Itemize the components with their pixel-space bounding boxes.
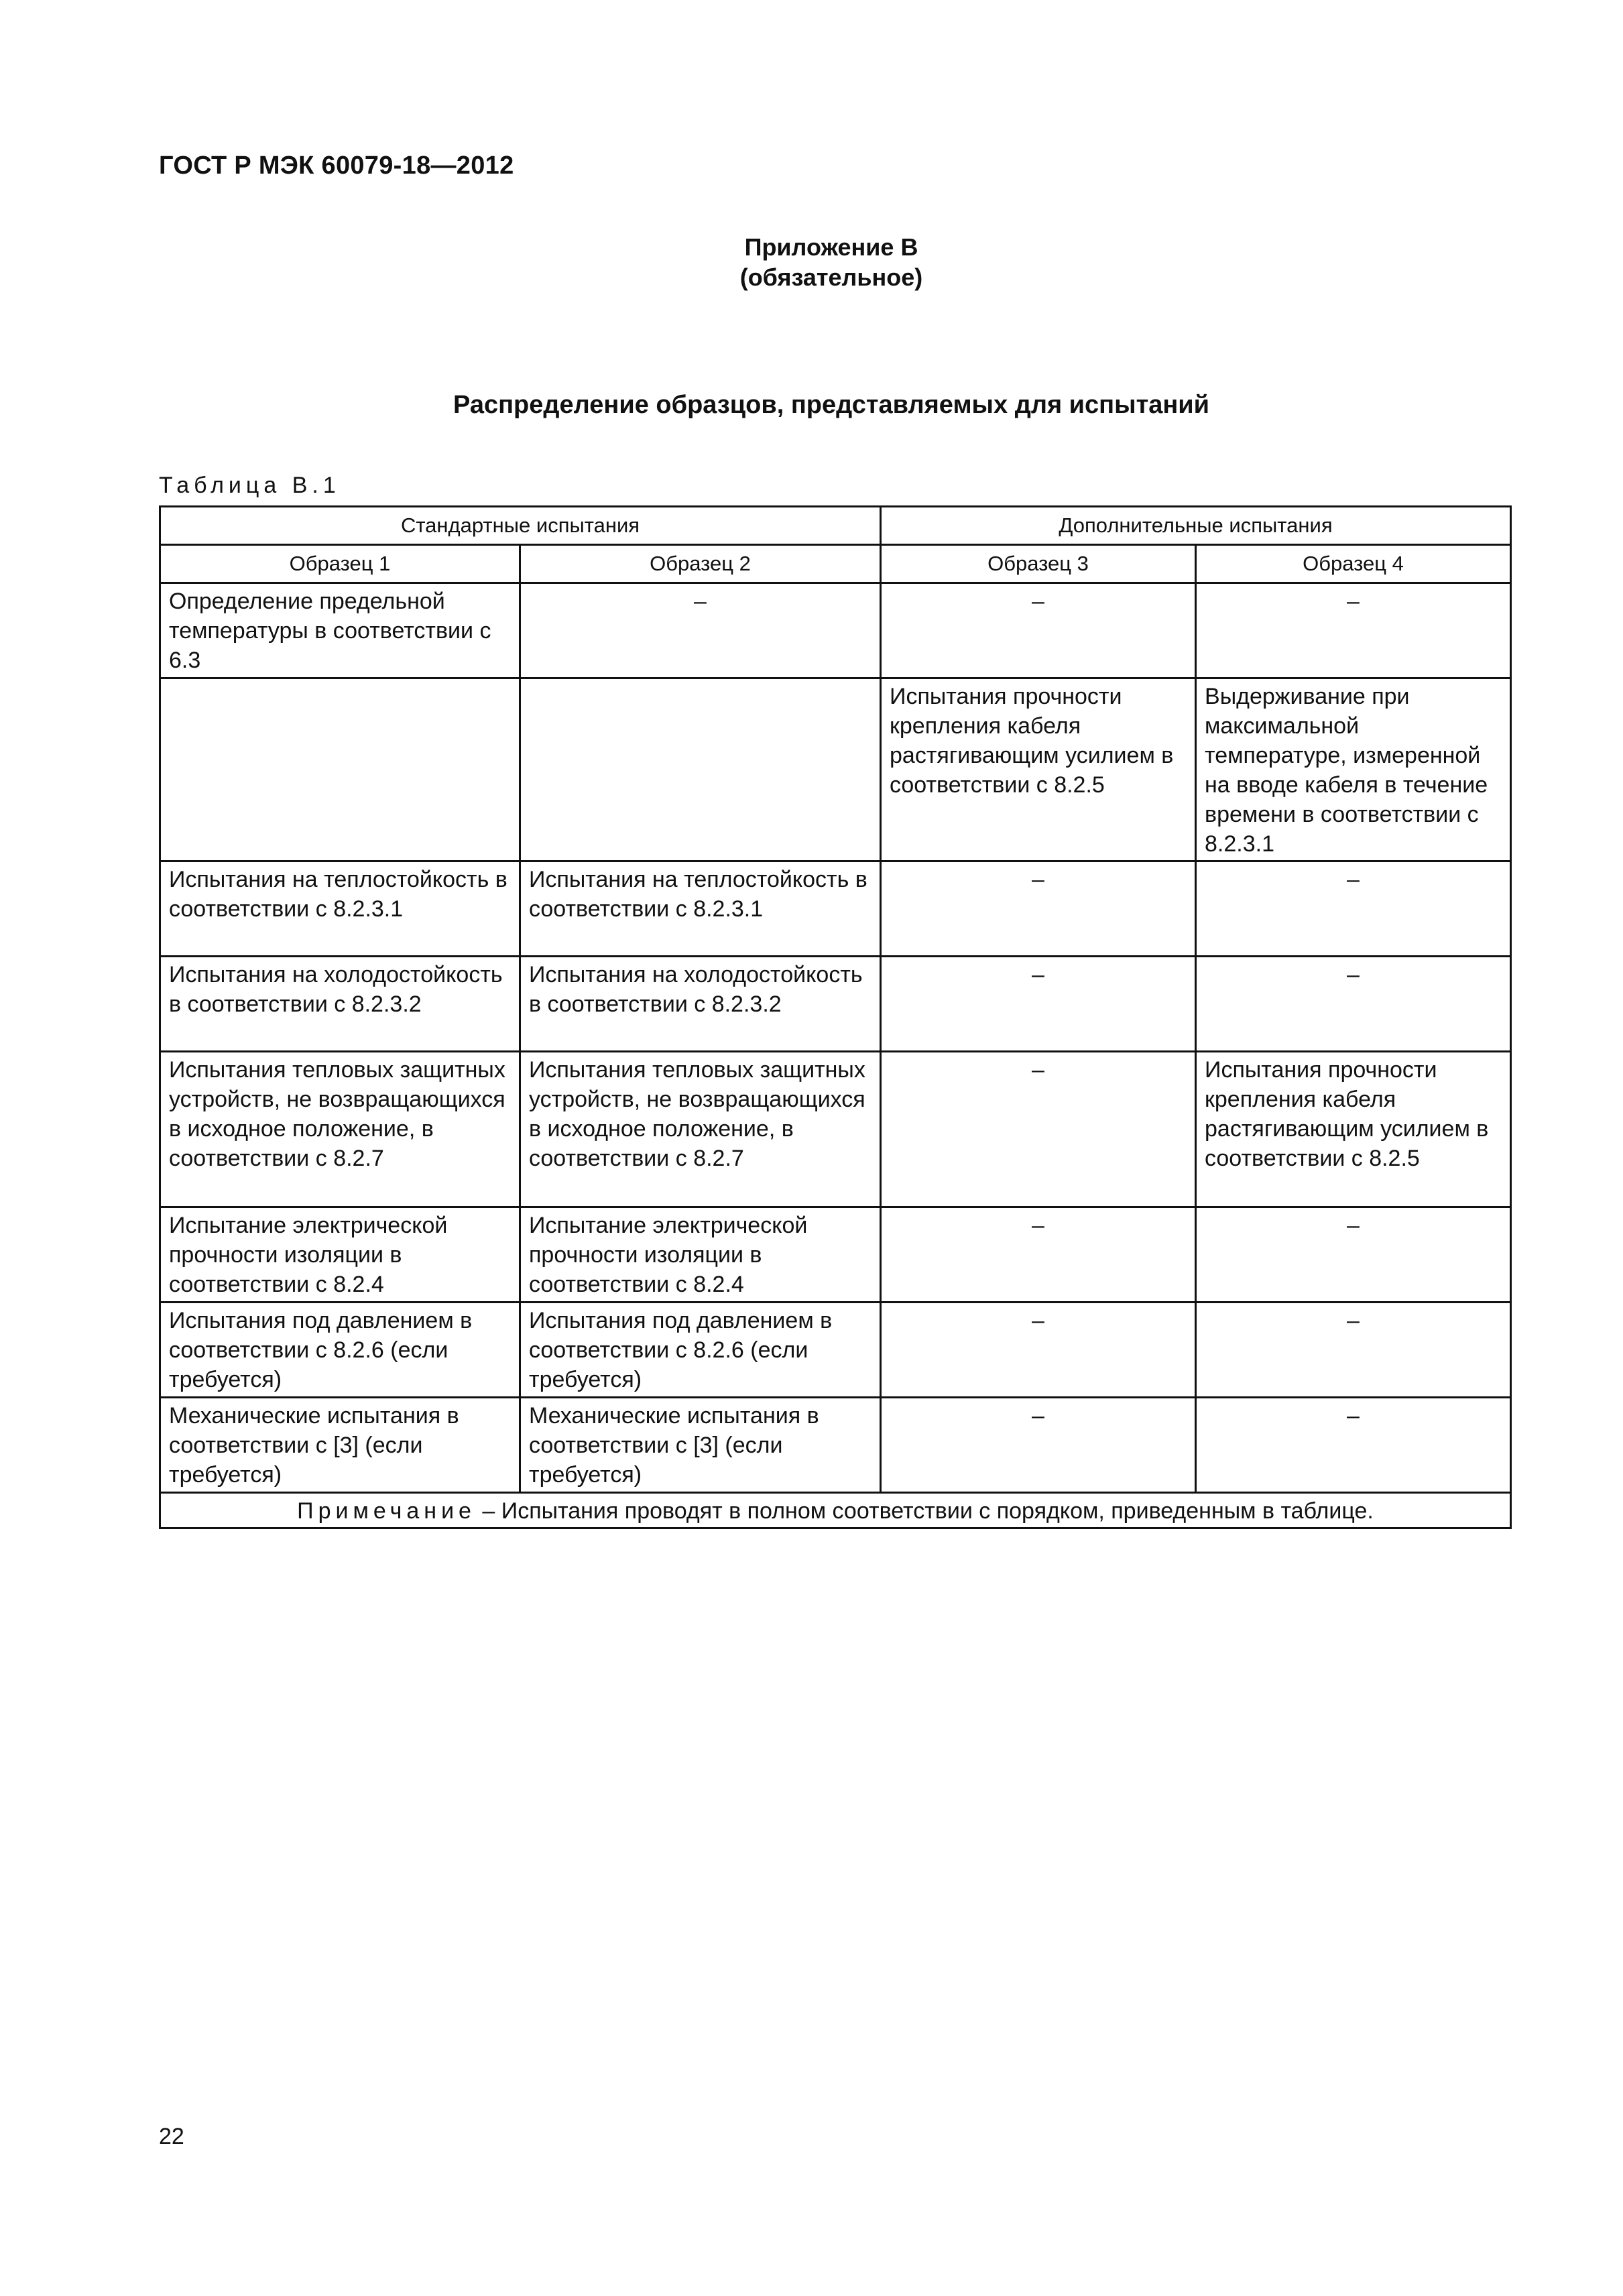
column-header-sample-3: Образец 3 bbox=[881, 545, 1196, 583]
table-cell: – bbox=[881, 1398, 1196, 1493]
group-header-row bbox=[160, 507, 1511, 545]
table-cell: Механические испытания в соответствии с [3] (если требуется) bbox=[520, 1398, 881, 1493]
annex-title: Приложение В bbox=[744, 233, 918, 261]
table-cell: – bbox=[1196, 957, 1511, 1052]
table-cell: Испытания прочности крепления кабеля растягивающим усилием в соответствии с 8.2.5 bbox=[1196, 1052, 1511, 1207]
table-cell: – bbox=[881, 861, 1196, 957]
table-cell: – bbox=[881, 957, 1196, 1052]
note-row bbox=[160, 1493, 1511, 1528]
document-code: ГОСТ Р МЭК 60079-18—2012 bbox=[159, 152, 514, 180]
table-cell bbox=[160, 678, 520, 861]
table-cell: – bbox=[1196, 1303, 1511, 1398]
table-cell: – bbox=[881, 1303, 1196, 1398]
note-label: Примечание bbox=[297, 1498, 476, 1524]
table-cell: Испытания прочности крепления кабеля растягивающим усилием в соответствии с 8.2.5 bbox=[881, 678, 1196, 861]
page-number: 22 bbox=[159, 2124, 184, 2149]
table-cell: – bbox=[881, 583, 1196, 678]
table-row bbox=[160, 861, 1511, 957]
samples-table bbox=[159, 505, 1512, 1529]
table-cell: Испытания на холодостойкость в соответствии с 8.2.3.2 bbox=[520, 957, 881, 1052]
column-header-sample-1: Образец 1 bbox=[160, 545, 520, 583]
column-header-sample-2: Образец 2 bbox=[520, 545, 881, 583]
table-cell: Испытание электрической прочности изоляции в соответствии с 8.2.4 bbox=[160, 1207, 520, 1303]
table-cell: Испытания под давлением в соответствии с 8.2.6 (если требуется) bbox=[520, 1303, 881, 1398]
table-cell: – bbox=[520, 583, 881, 678]
table-cell: Испытания под давлением в соответствии с 8.2.6 (если требуется) bbox=[160, 1303, 520, 1398]
table-cell: Определение предельной температуры в соответствии с 6.3 bbox=[160, 583, 520, 678]
table-cell: Испытания на теплостойкость в соответствии с 8.2.3.1 bbox=[160, 861, 520, 957]
section-title: Распределение образцов, представляемых для испытаний bbox=[453, 391, 1210, 419]
annex-status: (обязательное) bbox=[739, 263, 923, 291]
note-text: – Испытания проводят в полном соответствии с порядком, приведенным в таблице. bbox=[475, 1498, 1374, 1524]
table-cell: – bbox=[1196, 1207, 1511, 1303]
table-row bbox=[160, 1052, 1511, 1207]
table-cell: – bbox=[881, 1052, 1196, 1207]
table-cell: Испытания на холодостойкость в соответствии с 8.2.3.2 bbox=[160, 957, 520, 1052]
table-row bbox=[160, 1207, 1511, 1303]
table-caption: Таблица В.1 bbox=[159, 473, 341, 498]
table-row bbox=[160, 1303, 1511, 1398]
table-cell: Механические испытания в соответствии с [3] (если требуется) bbox=[160, 1398, 520, 1493]
table-row bbox=[160, 1398, 1511, 1493]
table-cell: – bbox=[1196, 583, 1511, 678]
table-cell: Испытания на теплостойкость в соответствии с 8.2.3.1 bbox=[520, 861, 881, 957]
table-cell: Выдерживание при максимальной температуре, измеренной на вводе кабеля в течение времени в соответствии с 8.2.3.1 bbox=[1196, 678, 1511, 861]
table-cell: Испытания тепловых защитных устройств, не возвращающихся в исходное положение, в соответствии с 8.2.7 bbox=[520, 1052, 881, 1207]
table-row bbox=[160, 957, 1511, 1052]
group-header-additional: Дополнительные испытания bbox=[881, 507, 1511, 545]
group-header-standard: Стандартные испытания bbox=[160, 507, 881, 545]
table-note bbox=[160, 1493, 1511, 1528]
table-cell: – bbox=[1196, 1398, 1511, 1493]
table-row bbox=[160, 583, 1511, 678]
table-cell: – bbox=[881, 1207, 1196, 1303]
table-cell: – bbox=[1196, 861, 1511, 957]
table-cell bbox=[520, 678, 881, 861]
table-row bbox=[160, 678, 1511, 861]
column-header-sample-4: Образец 4 bbox=[1196, 545, 1511, 583]
column-header-row bbox=[160, 545, 1511, 583]
table-cell: Испытание электрической прочности изоляции в соответствии с 8.2.4 bbox=[520, 1207, 881, 1303]
table-cell: Испытания тепловых защитных устройств, не возвращающихся в исходное положение, в соответствии с 8.2.7 bbox=[160, 1052, 520, 1207]
